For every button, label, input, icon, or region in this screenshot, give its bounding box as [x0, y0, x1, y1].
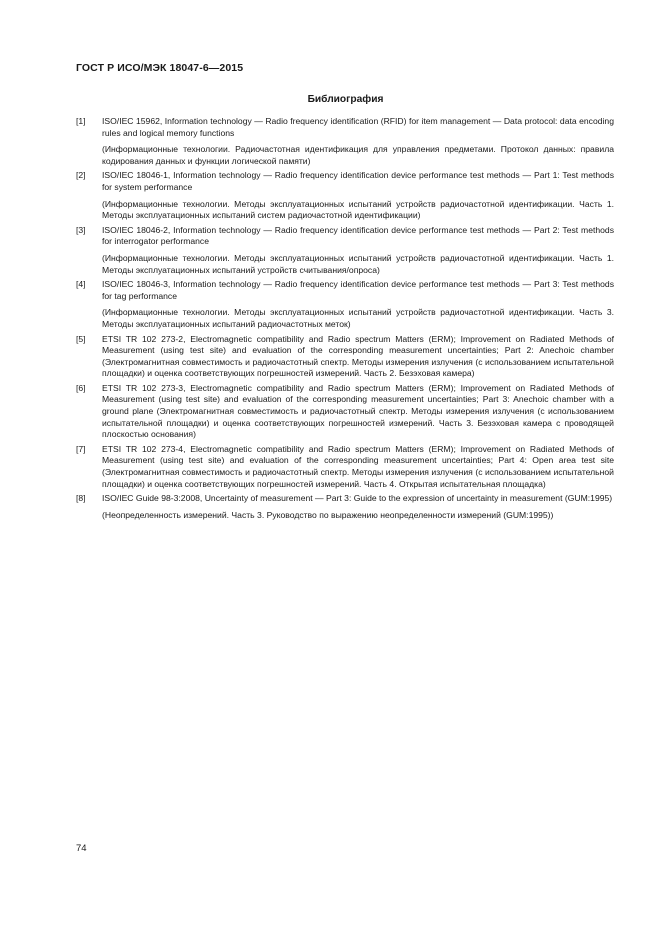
reference-text: ETSI TR 102 273-2, Electromagnetic compatibility and Radio spectrum Matters (ERM); Improvement on Radiated Methods of Measurement (using test site) and evaluation of the corresponding measurement uncertainties; Part 2: Anechoic chamber (Электромагнитная совместимость и радиочастотный спектр. Методы измерения излучения (с использованием испытательной площадки) и оценка соответствующих погрешностей измерений. Часть 2. Безэховая камера) — [102, 333, 614, 379]
reference-item — [76, 383, 614, 441]
reference-number: [8] — [76, 493, 86, 504]
bibliography-title: Библиография — [307, 94, 384, 105]
reference-item — [76, 170, 614, 221]
reference-translation: (Информационные технологии. Радиочастотная идентификация для управления предметами. Протокол данных: правила кодирования данных и функции логической памяти) — [102, 144, 614, 166]
reference-translation: (Информационные технологии. Методы эксплуатационных испытаний устройств радиочастотной идентификации. Часть 1. Методы эксплуатационных испытаний устройств считывания/опроса) — [102, 252, 614, 275]
reference-item — [76, 334, 614, 380]
reference-number: [6] — [76, 382, 86, 393]
reference-text: ISO/IEC 18046-1, Information technology — Radio frequency identification device performance test methods — Part 1: Test methods for system performance — [102, 170, 614, 192]
reference-number: [7] — [76, 443, 86, 454]
reference-number: [5] — [76, 333, 86, 344]
reference-list — [76, 116, 614, 524]
reference-text: ISO/IEC 18046-3, Information technology — Radio frequency identification device performance test methods — Part 3: Test methods for tag performance — [102, 279, 614, 301]
reference-number: [4] — [76, 279, 86, 290]
reference-item — [76, 225, 614, 276]
reference-number: [3] — [76, 224, 86, 235]
reference-text: ISO/IEC Guide 98-3:2008, Uncertainty of measurement — Part 3: Guide to the expression of uncertainty in measurement (GUM:1995) — [102, 493, 613, 504]
reference-number: [1] — [76, 116, 86, 126]
reference-item — [76, 279, 614, 330]
reference-translation: (Информационные технологии. Методы эксплуатационных испытаний устройств радиочастотной идентификации. Часть 3. Методы эксплуатационных испытаний радиочастотных меток) — [102, 307, 614, 329]
reference-translation: (Информационные технологии. Методы эксплуатационных испытаний устройств радиочастотной идентификации. Часть 1. Методы эксплуатационных испытаний систем радиочастотной идентификации) — [102, 198, 614, 221]
page-number: 74 — [76, 843, 87, 854]
reference-text: ETSI TR 102 273-3, Electromagnetic compatibility and Radio spectrum Matters (ERM); Improvement on Radiated Methods of Measurement (using test site) and evaluation of the corresponding measurement uncertainties; Part 3: Anechoic chamber with a ground plane (Электромагнитная совместимость и радиочастотный спектр. Методы измерения излучения (с использованием испытательной площадки) и оценка соответствующих погрешностей измерений. Часть 3. Безэховая камера с проводящей плоскостью основания) — [102, 382, 614, 440]
reference-translation: (Неопределенность измерений. Часть 3. Руководство по выражению неопределенности измерений (GUM:1995)) — [102, 509, 554, 520]
reference-item — [76, 116, 614, 167]
reference-text: ISO/IEC 18046-2, Information technology — Radio frequency identification device performance test methods — Part 2: Test methods for interrogator performance — [102, 224, 614, 247]
reference-number: [2] — [76, 170, 86, 181]
reference-item — [76, 444, 614, 490]
reference-item — [76, 493, 614, 521]
reference-text: ETSI TR 102 273-4, Electromagnetic compatibility and Radio spectrum Matters (ERM); Improvement on Radiated Methods of Measurement (using test site) and evaluation of the corresponding measurement uncertainties; Part 4: Open area test site (Электромагнитная совместимость и радиочастотный спектр. Методы измерения излучения (с использованием испытательной площадки) и оценка соответствующих погрешностей измерений. Часть 4. Открытая испытательная площадка) — [102, 443, 614, 489]
reference-text: ISO/IEC 15962, Information technology — Radio frequency identification (RFID) for item management — Data protocol: data encoding rules and logical memory functions — [102, 116, 614, 138]
document-code: ГОСТ Р ИСО/МЭК 18047-6—2015 — [76, 62, 244, 74]
